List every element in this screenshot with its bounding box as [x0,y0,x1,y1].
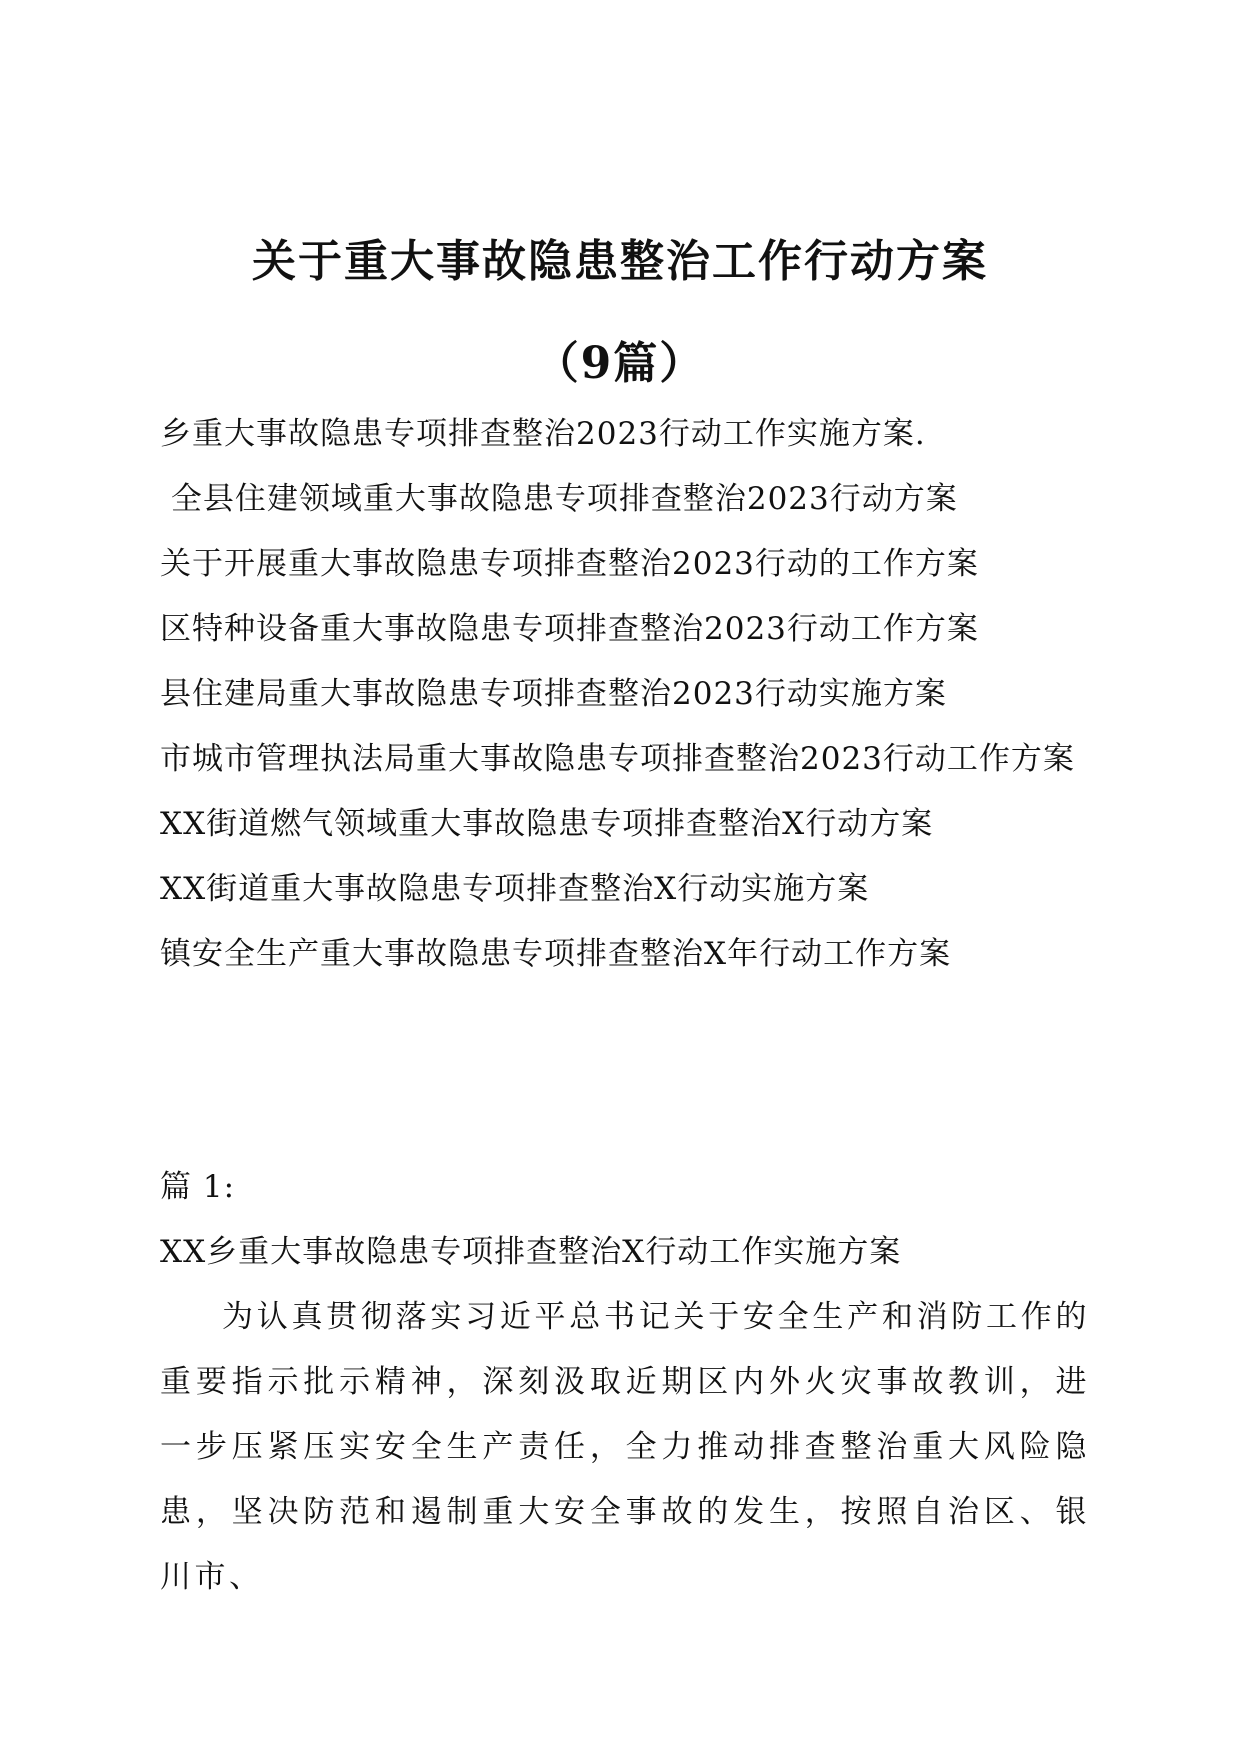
toc-item: 全县住建领域重大事故隐患专项排查整治2023行动方案 [160,481,958,517]
toc-item: 关于开展重大事故隐患专项排查整治2023行动的工作方案 [160,546,979,582]
toc-item: XX街道燃气领域重大事故隐患专项排查整治X行动方案 [160,806,934,842]
section-paragraph: 为认真贯彻落实习近平总书记关于安全生产和消防工作的重要指示批示精神，深刻汲取近期区内外火灾事故教训，进一步压紧压实安全生产责任，全力推动排查整治重大风险隐患，坚决防范和遏制重大安全事故的发生，按照自治区、银川市、 [160,1299,1090,1595]
toc-item: 市城市管理执法局重大事故隐患专项排查整治2023行动工作方案 [160,741,1075,777]
toc-item: 区特种设备重大事故隐患专项排查整治2023行动工作方案 [160,611,979,647]
toc-item: 镇安全生产重大事故隐患专项排查整治X年行动工作方案 [160,936,952,972]
section-heading: XX乡重大事故隐患专项排查整治X行动工作实施方案 [160,1234,902,1270]
document-subtitle: （9篇） [534,338,706,389]
toc-item: 县住建局重大事故隐患专项排查整治2023行动实施方案 [160,676,947,712]
toc-item: 乡重大事故隐患专项排查整治2023行动工作实施方案. [160,416,926,452]
document-title: 关于重大事故隐患整治工作行动方案 [252,236,988,287]
section-1 [160,1155,1090,1610]
toc-item: XX街道重大事故隐患专项排查整治X行动实施方案 [160,871,870,907]
table-of-contents [160,402,1090,987]
section-label: 篇 1: [160,1169,236,1205]
